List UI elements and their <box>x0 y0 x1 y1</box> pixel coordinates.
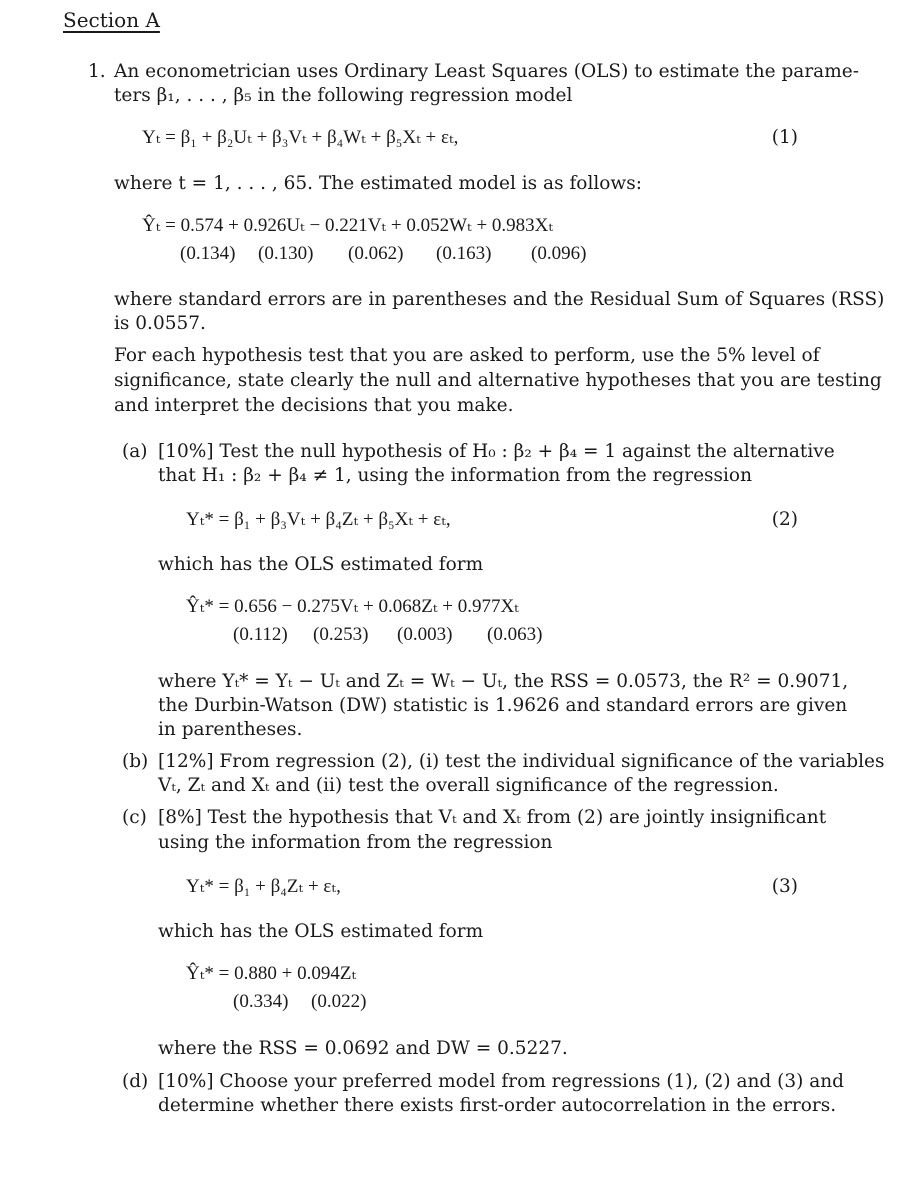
equation-1: Yₜ = β₁ + β₂Uₜ + β₃Vₜ + β₄Wₜ + β₅Xₜ + εₜ, <box>142 127 459 148</box>
part-d-line-1: [10%] Choose your preferred model from regressions (1), (2) and (3) and <box>158 1071 844 1092</box>
standard-errors-2 <box>233 623 542 647</box>
part-c-line-1: [8%] Test the hypothesis that Vₜ and Xₜ from (2) are jointly insignificant <box>158 807 827 828</box>
se-value: (0.063) <box>487 624 543 645</box>
standard-errors-3 <box>233 990 366 1014</box>
part-a-label: (a) <box>122 441 148 462</box>
part-a-line-2: that H₁ : β₂ + β₄ ≠ 1, using the information from the regression <box>158 465 752 486</box>
equation-2: Yₜ* = β₁ + β₃Vₜ + β₄Zₜ + β₅Xₜ + εₜ, <box>186 509 451 530</box>
se-value: (0.062) <box>348 243 404 264</box>
part-a-where-line-2: the Durbin-Watson (DW) statistic is 1.9626 and standard errors are given <box>158 695 848 716</box>
question-number: 1. <box>88 61 106 82</box>
se-value: (0.130) <box>258 243 314 264</box>
se-value: (0.096) <box>531 243 587 264</box>
rss-line-2: is 0.0557. <box>114 313 206 334</box>
se-value: (0.112) <box>233 624 288 645</box>
instructions-line-1: For each hypothesis test that you are asked to perform, use the 5% level of <box>114 345 820 366</box>
equation-1-number: (1) <box>771 127 798 148</box>
part-c-which-line: which has the OLS estimated form <box>158 921 484 942</box>
se-value: (0.253) <box>313 624 369 645</box>
se-value: (0.163) <box>436 243 492 264</box>
estimated-equation-2: Ŷₜ* = 0.656 − 0.275Vₜ + 0.068Zₜ + 0.977Xₜ <box>186 596 519 617</box>
part-b-line-2: Vₜ, Zₜ and Xₜ and (ii) test the overall significance of the regression. <box>158 775 779 796</box>
section-title: Section A <box>63 8 160 32</box>
part-b-line-1: [12%] From regression (2), (i) test the individual significance of the variables <box>158 751 885 772</box>
part-c-line-2: using the information from the regression <box>158 832 553 853</box>
equation-3-number: (3) <box>771 876 798 897</box>
equation-3: Yₜ* = β₁ + β₄Zₜ + εₜ, <box>186 876 341 897</box>
se-value: (0.022) <box>311 991 367 1012</box>
part-a-which-line: which has the OLS estimated form <box>158 554 484 575</box>
part-d-label: (d) <box>122 1071 149 1092</box>
part-c-label: (c) <box>122 807 147 828</box>
instructions-line-3: and interpret the decisions that you make. <box>114 395 514 416</box>
equation-2-number: (2) <box>771 509 798 530</box>
part-a-line-1: [10%] Test the null hypothesis of H₀ : β₂ + β₄ = 1 against the alternative <box>158 441 835 462</box>
se-value: (0.003) <box>397 624 453 645</box>
question-intro-line-1: An econometrician uses Ordinary Least Squares (OLS) to estimate the parame- <box>114 61 859 82</box>
estimated-equation-3: Ŷₜ* = 0.880 + 0.094Zₜ <box>186 963 357 984</box>
part-a-where-line-3: in parentheses. <box>158 719 303 740</box>
standard-errors-1 <box>180 242 586 266</box>
instructions-line-2: significance, state clearly the null and alternative hypotheses that you are testing <box>114 370 882 391</box>
estimated-equation-1: Ŷₜ = 0.574 + 0.926Uₜ − 0.221Vₜ + 0.052Wₜ + 0.983Xₜ <box>142 215 554 236</box>
part-c-where-line: where the RSS = 0.0692 and DW = 0.5227. <box>158 1038 568 1059</box>
se-value: (0.134) <box>180 243 236 264</box>
rss-line-1: where standard errors are in parentheses and the Residual Sum of Squares (RSS) <box>114 289 885 310</box>
where-t-line: where t = 1, . . . , 65. The estimated model is as follows: <box>114 173 642 194</box>
part-b-label: (b) <box>122 751 149 772</box>
part-d-line-2: determine whether there exists first-order autocorrelation in the errors. <box>158 1095 837 1116</box>
part-a-where-line-1: where Yₜ* = Yₜ − Uₜ and Zₜ = Wₜ − Uₜ, the RSS = 0.0573, the R² = 0.9071, <box>158 671 849 692</box>
question-intro-line-2: ters β₁, . . . , β₅ in the following regression model <box>114 85 573 106</box>
se-value: (0.334) <box>233 991 289 1012</box>
